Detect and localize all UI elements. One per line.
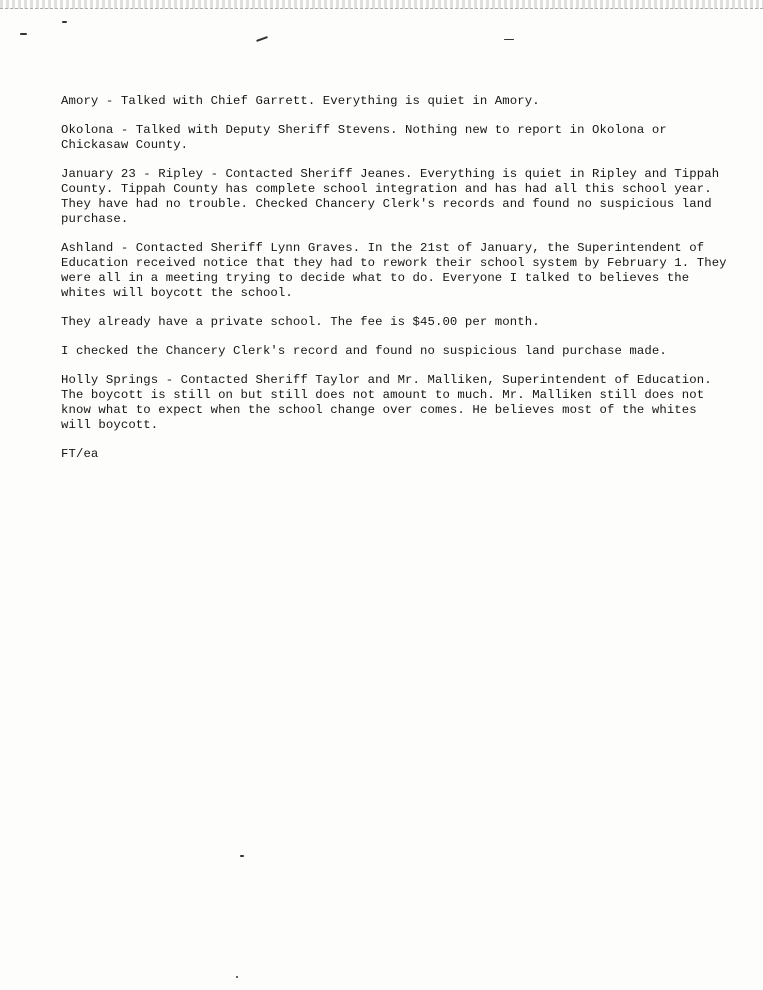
scan-mark — [62, 21, 67, 23]
author-initials: FT/ea — [61, 447, 99, 461]
memo-body — [61, 94, 741, 476]
private-school-note: They already have a private school. The fee is $45.00 per month. — [61, 315, 540, 329]
scan-mark — [256, 36, 268, 42]
scanned-top-edge — [0, 0, 763, 9]
report-ashland: Ashland - Contacted Sheriff Lynn Graves. In the 21st of January, the Superintendent of Education received notice that they had to rework their school system by February 1. They were all in a meeting trying to decide what to do. Everyone I talked to believes the whites will boycott the school. — [61, 241, 727, 300]
scan-mark — [240, 855, 244, 857]
report-ripley: January 23 - Ripley - Contacted Sheriff Jeanes. Everything is quiet in Ripley and Tippah County. Tippah County has complete school integration and has had all this school year. They have had no trouble. Checked Chancery Clerk's records and found no suspicious land purchase. — [61, 167, 720, 226]
report-amory: Amory - Talked with Chief Garrett. Everything is quiet in Amory. — [61, 94, 540, 108]
scan-mark — [504, 39, 514, 40]
scan-mark — [20, 33, 27, 35]
report-okolona: Okolona - Talked with Deputy Sheriff Stevens. Nothing new to report in Okolona or Chickasaw County. — [61, 123, 667, 152]
chancery-clerk-note: I checked the Chancery Clerk's record and found no suspicious land purchase made. — [61, 344, 667, 358]
report-holly-springs: Holly Springs - Contacted Sheriff Taylor and Mr. Malliken, Superintendent of Education. The boycott is still on but still does not amount to much. Mr. Malliken still does not know what to expect when the school change over comes. He believes most of the whites will boycott. — [61, 373, 712, 432]
scan-mark — [236, 976, 238, 978]
